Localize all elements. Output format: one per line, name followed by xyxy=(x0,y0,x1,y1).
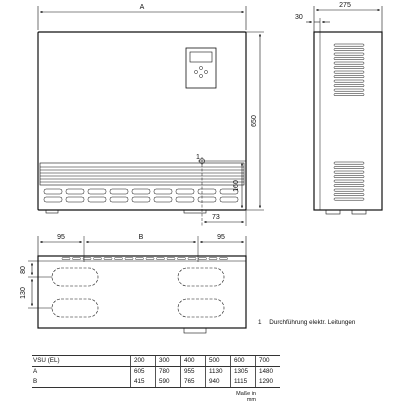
front-bottom-dimension-label: 160 xyxy=(233,180,240,192)
table-cell: 415 xyxy=(131,377,156,388)
side-vent-slot xyxy=(334,194,364,196)
bottom-opening-icon xyxy=(178,268,224,286)
grille-slot xyxy=(44,197,62,202)
side-vent-slot xyxy=(334,58,364,60)
grille-slot xyxy=(132,189,150,194)
control-button-icon xyxy=(194,70,197,73)
grille-slot xyxy=(198,189,216,194)
bottom-opening-icon xyxy=(178,299,224,317)
grille-slot xyxy=(198,197,216,202)
bottom-opening-icon xyxy=(52,299,98,317)
table-cell: 1290 xyxy=(256,377,281,388)
side-vent-slot xyxy=(334,94,364,96)
top-vent-slot xyxy=(167,258,175,260)
bottom-opening-icon xyxy=(52,268,98,286)
table-cell: 765 xyxy=(181,377,206,388)
side-vent-slot xyxy=(334,167,364,169)
table-cell: 605 xyxy=(131,367,156,378)
heater-front-body xyxy=(38,32,246,210)
side-vent-slot xyxy=(334,189,364,191)
grille-slot xyxy=(110,197,128,202)
heater-side-body xyxy=(314,32,382,210)
top-right-dimension-label: 95 xyxy=(217,234,225,241)
top-left-dimension-label: 95 xyxy=(57,234,65,241)
table-cell: 1115 xyxy=(231,377,256,388)
top-vent-slots xyxy=(62,258,228,260)
legend-text: Durchführung elektr. Leitungen xyxy=(269,319,356,326)
grille-slot xyxy=(110,189,128,194)
table-header-cell: 400 xyxy=(181,356,206,367)
grille-slot xyxy=(132,197,150,202)
top-vent-slot xyxy=(62,258,70,260)
front-louver-upper xyxy=(40,163,244,185)
front-view xyxy=(38,4,264,226)
side-vent-slot xyxy=(334,171,364,173)
side-depth-dimension-label: 275 xyxy=(339,2,351,9)
side-vent-slot xyxy=(334,89,364,91)
grille-slot xyxy=(220,197,238,202)
side-vent-slot xyxy=(334,62,364,64)
front-height-dimension-label: 650 xyxy=(251,115,258,127)
table-cell: 780 xyxy=(156,367,181,378)
table-header-cell: 600 xyxy=(231,356,256,367)
grille-slot xyxy=(176,189,194,194)
side-vent-slot xyxy=(334,80,364,82)
cable-entry-marker xyxy=(196,154,206,226)
front-offset-dimension-label: 73 xyxy=(212,214,220,221)
cable-entry-box xyxy=(184,328,206,333)
table-header-cell: 300 xyxy=(156,356,181,367)
table-cell: 590 xyxy=(156,377,181,388)
heater-foot xyxy=(326,210,340,214)
side-vent-slot xyxy=(334,85,364,87)
unit-note: Maße in mm xyxy=(236,391,256,403)
table-cell: 1480 xyxy=(256,367,281,378)
side-vent-slot xyxy=(334,162,364,164)
side-vent-slot xyxy=(334,185,364,187)
control-button-icon xyxy=(199,66,202,69)
side-vent-slot xyxy=(334,49,364,51)
grille-slot xyxy=(44,189,62,194)
table-cell: 940 xyxy=(206,377,231,388)
side-vent-slot xyxy=(334,44,364,46)
side-vent-slot xyxy=(334,176,364,178)
top-vent-slot xyxy=(136,258,144,260)
table-row xyxy=(32,377,280,388)
cable-entry-marker-label: 1 xyxy=(196,154,200,161)
top-vent-slot xyxy=(157,258,165,260)
table-header-cell: VSU (EL) xyxy=(32,356,131,367)
top-vent-slot xyxy=(188,258,196,260)
top-back-strip xyxy=(38,256,246,261)
top-vent-slot xyxy=(199,258,207,260)
top-vent-slot xyxy=(220,258,228,260)
side-vent-slot xyxy=(334,198,364,200)
top-vent-slot xyxy=(94,258,102,260)
table-row xyxy=(32,367,280,378)
side-vent-lower xyxy=(334,162,364,200)
top-view xyxy=(20,234,246,333)
top-130-dimension-label: 130 xyxy=(20,287,27,299)
grille-slot xyxy=(88,189,106,194)
wall-bracket xyxy=(314,32,320,210)
grille-slot xyxy=(88,197,106,202)
grille-slot xyxy=(176,197,194,202)
top-vent-slot xyxy=(178,258,186,260)
legend-number: 1 xyxy=(258,319,262,326)
table-cell: 955 xyxy=(181,367,206,378)
side-vent-upper xyxy=(334,44,364,96)
side-offset-dimension-label: 30 xyxy=(295,14,303,21)
table-header-cell: 700 xyxy=(256,356,281,367)
side-view xyxy=(295,2,382,214)
side-vent-slot xyxy=(334,71,364,73)
heater-foot xyxy=(352,210,366,214)
top-mid-dimension-label: B xyxy=(138,234,144,241)
dimensions-table xyxy=(32,355,280,388)
top-vent-slot xyxy=(115,258,123,260)
table-cell: 1305 xyxy=(231,367,256,378)
control-display xyxy=(190,52,212,62)
side-vent-slot xyxy=(334,53,364,55)
control-button-icon xyxy=(199,74,202,77)
table-cell: A xyxy=(33,368,38,375)
front-grille-slots xyxy=(44,189,238,202)
table-header-cell: 500 xyxy=(206,356,231,367)
legend xyxy=(258,319,355,326)
top-80-dimension-label: 80 xyxy=(20,266,27,274)
side-vent-slot xyxy=(334,180,364,182)
control-button-icon xyxy=(204,70,207,73)
grille-slot xyxy=(66,189,84,194)
front-width-dimension-label: A xyxy=(139,4,145,11)
top-vent-slot xyxy=(125,258,133,260)
table-header-row xyxy=(32,356,280,367)
top-vent-slot xyxy=(209,258,217,260)
table-cell: 1130 xyxy=(206,367,231,378)
table-header-cell: 200 xyxy=(131,356,156,367)
side-vent-slot xyxy=(334,76,364,78)
side-vent-slot xyxy=(334,67,364,69)
control-panel xyxy=(186,48,216,88)
top-vent-slot xyxy=(73,258,81,260)
top-vent-slot xyxy=(104,258,112,260)
table-cell: B xyxy=(32,377,131,388)
grille-slot xyxy=(154,197,172,202)
grille-slot xyxy=(66,197,84,202)
top-vent-slot xyxy=(146,258,154,260)
grille-slot xyxy=(154,189,172,194)
